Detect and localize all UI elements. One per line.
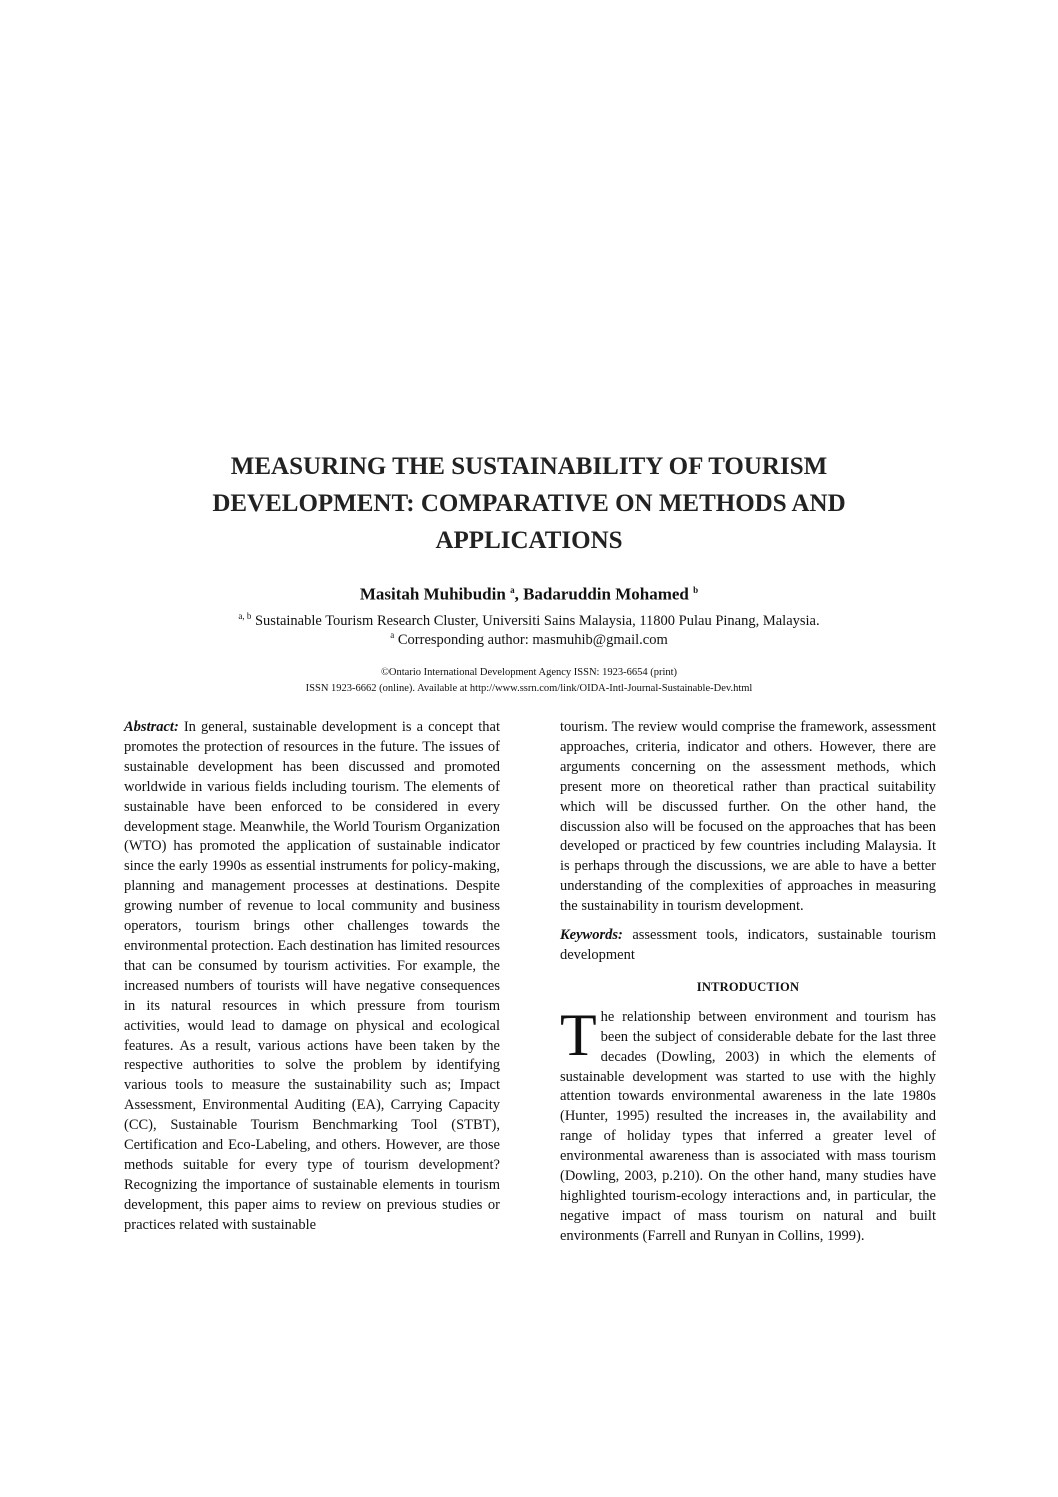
paper-title — [0, 448, 1058, 559]
keywords-text: assessment tools, indicators, sustainable tourism development — [560, 927, 936, 963]
title-line-2: DEVELOPMENT: COMPARATIVE ON METHODS AND — [212, 490, 846, 517]
author-separator: , — [514, 584, 524, 604]
abstract-text: In general, sustainable development is a concept that promotes the protection of resources in the future. The issues of sustainable development has been discussed and promoted worldwide in various fields including tourism. The elements of sustainable have been enforced to be considered in every development stage. Meanwhile, the World Tourism Organization (WTO) has promoted the application of sustainable indicator since the early 1990s as essential instruments for policy-making, planning and management processes at destinations. Despite growing number of revenue to local community and business operators, tourism brings other challenges towards the environmental protection. Each destination has limited resources that can be consumed by tourism activities. For example, the increased numbers of tourists will have negative consequences in its natural resources in which pressure from tourism activities, would lead to damage on physical and ecological features. As a result, various actions have been taken by the respective authorities to solve the problem by identifying various tools to measure the sustainability such as; Impact Assessment, Environmental Auditing (EA), Carrying Capacity (CC), Sustainable Tourism Benchmarking Tool (STBT), Certification and Eco-Labeling, and others. However, are those methods suitable for every type of tourism development? Recognizing the importance of sustainable elements in tourism development, this paper aims to review on previous studies or practices related with sustainable — [124, 719, 500, 1233]
introduction-text: he relationship between environment and tourism has been the subject of considerable debate for the last three decades (Dowling, 2003) in which the elements of sustainable development was started to use with the highly attention towards environmental awareness in the late 1980s (Hunter, 1995) resulted the increases in, the availability and range of holiday types that inferred a greater level of environmental awareness than is associated with mass tourism (Dowling, 2003, p.210). On the other hand, many studies have highlighted tourism-ecology interactions and, in particular, the negative impact of mass tourism on natural and built environments (Farrell and Runyan in Collins, 1999). — [560, 1008, 936, 1244]
abstract-paragraph — [124, 718, 500, 1236]
title-line-1: MEASURING THE SUSTAINABILITY OF TOURISM — [230, 453, 828, 480]
introduction-paragraph — [560, 1001, 936, 1247]
publisher-line-2: ISSN 1923-6662 (online). Available at http://www.ssrn.com/link/OIDA-Intl-Journal-Sustainable-Dev.html — [305, 683, 753, 694]
abstract-continued: tourism. The review would comprise the framework, assessment approaches, criteria, indicator and others. However, there are arguments concerning on the assessment methods, which present more on theoretical rather than practical suitability which will be discussed further. On the other hand, the discussion also will be focused on the approaches that has been developed or practiced by few countries including Malaysia. It is perhaps through the discussions, we are able to have a better understanding of the complexities of approaches in measuring the sustainability in tourism development. — [560, 719, 936, 915]
corresponding-marker: a — [390, 630, 395, 640]
right-column — [560, 718, 936, 1247]
corresponding-author — [0, 626, 1058, 649]
author-name-1: Masitah Muhibudin — [359, 584, 506, 604]
keywords-paragraph — [560, 926, 936, 966]
publisher-line-1: ©Ontario International Development Agency ISSN: 1923-6654 (print) — [380, 667, 678, 678]
left-column — [124, 718, 500, 1236]
author-1-marker: a — [510, 585, 515, 595]
abstract-label: Abstract: — [124, 719, 179, 735]
author-name-2: Badaruddin Mohamed — [523, 584, 689, 604]
corresponding-text: Corresponding author: masmuhib@gmail.com — [394, 631, 668, 648]
title-line-3: APPLICATIONS — [435, 527, 623, 554]
drop-cap: T — [560, 1001, 597, 1068]
introduction-heading: INTRODUCTION — [696, 979, 800, 994]
affiliation-text: Sustainable Tourism Research Cluster, Universiti Sains Malaysia, 11800 Pulau Pinang, Malaysia. — [251, 612, 820, 629]
author-2-marker: b — [693, 585, 699, 595]
keywords-label: Keywords: — [560, 927, 623, 944]
author-line — [0, 580, 1058, 605]
affiliation-marker: a, b — [238, 611, 252, 621]
